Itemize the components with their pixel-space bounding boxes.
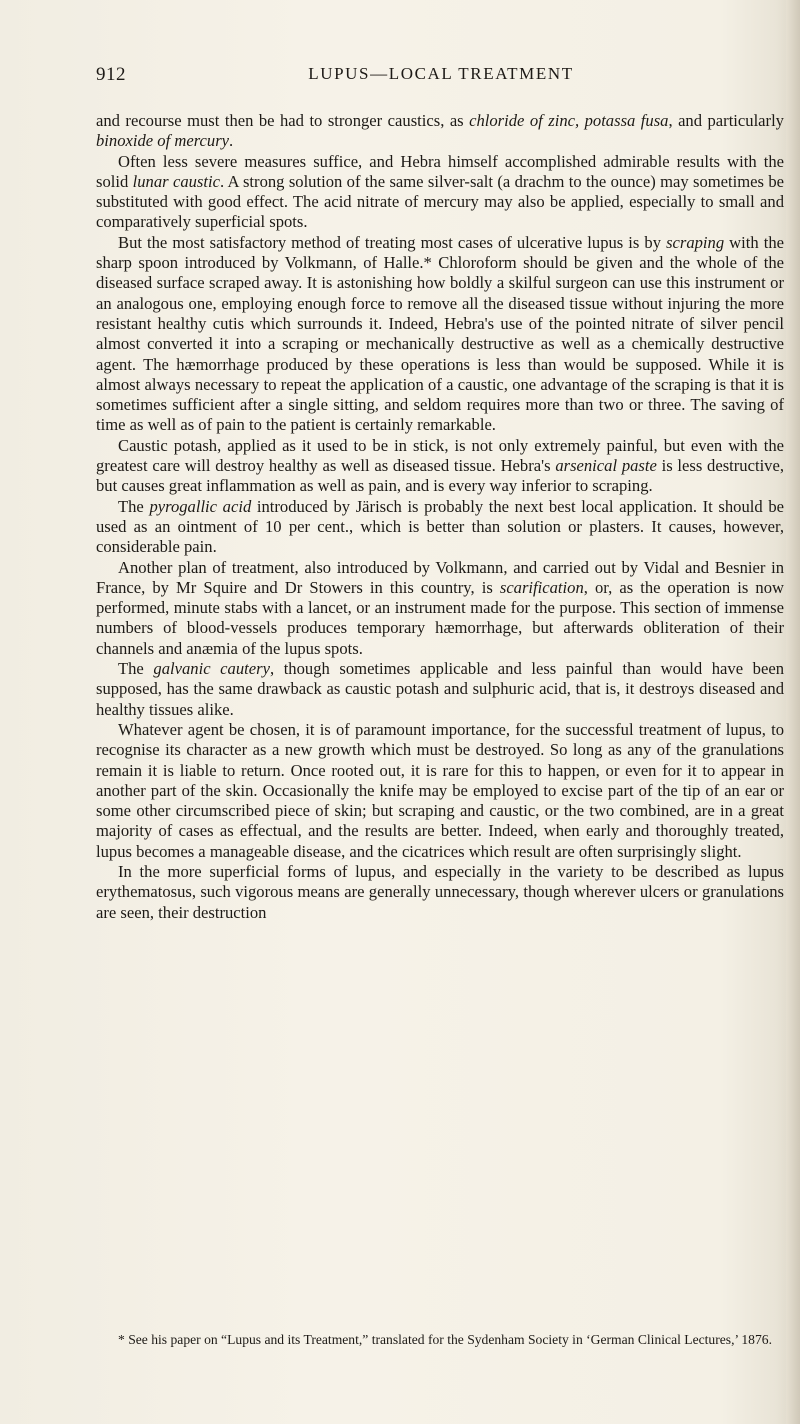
italic-term: galvanic cautery bbox=[153, 659, 270, 679]
text-run: , or, as the operation is now performed, minute stabs with a lancet, or an instrument made for the purpose. This section of immense numbers of blood-vessels produces temporary hæmorrhage, but afterwards obliteration of their channels and anæmia of the lupus spots. bbox=[96, 577, 784, 658]
page-edge bbox=[786, 0, 800, 1424]
text-run: , and particularly bbox=[668, 111, 784, 130]
paragraph bbox=[96, 152, 784, 233]
text-run: The bbox=[118, 496, 150, 516]
text-run: Another plan of treatment, also introduced by Volkmann, and carried out by Vidal and Besnier in France, by Mr Squire and Dr Stowers in this country, is bbox=[96, 557, 784, 597]
text-run: , though sometimes applicable and less painful than would have been supposed, has the same drawback as caustic potash and sulphuric acid, that is, it destroys diseased and healthy tissues alike. bbox=[96, 659, 784, 719]
text-run: Often less severe measures suffice, and Hebra himself accomplished admirable results with the solid bbox=[96, 151, 784, 191]
italic-term: scarification bbox=[499, 577, 584, 597]
text-run: The bbox=[118, 659, 154, 679]
footnote bbox=[96, 1331, 784, 1348]
italic-term: arsenical paste bbox=[555, 456, 657, 476]
paragraph bbox=[96, 720, 784, 862]
text-run: But the most satisfactory method of treating most cases of ulcerative lupus is by bbox=[118, 232, 667, 252]
text-run: . A strong solution of the same silver-salt (a drachm to the ounce) may sometimes be substituted with good effect. The acid nitrate of mercury may also be applied, especially to small and comparatively superficial spots. bbox=[96, 171, 785, 232]
footnote-text: * See his paper on “Lupus and its Treatment,” translated for the Sydenham Society in ‘German Clinical Lectures,’ 1876. bbox=[118, 1332, 772, 1347]
page-header bbox=[96, 64, 786, 94]
text-run: Caustic potash, applied as it used to be in stick, is not only extremely painful, but even with the greatest care will destroy healthy as well as diseased tissue. Hebra's bbox=[96, 435, 784, 476]
text-run: Whatever agent be chosen, it is of paramount importance, for the successful treatment of lupus, to recognise its character as a new growth which must be destroyed. So long as any of the granulations remain it is liable to return. Once rooted out, it is rare for this to happen, or even for it to appear in another part of the skin. Occasionally the knife may be employed to excise part of the tip of an ear or some other circumscribed piece of skin; but scraping and caustic, or the two combined, are in a great majority of cases as effectual, and the results are better. Indeed, when early and thoroughly treated, lupus becomes a manageable disease, and the cicatrices which result are often surprisingly slight. bbox=[96, 719, 784, 861]
paragraph bbox=[96, 659, 784, 720]
running-title: LUPUS—LOCAL TREATMENT bbox=[308, 64, 574, 83]
page-number: 912 bbox=[96, 64, 126, 85]
italic-term: scraping bbox=[666, 232, 725, 252]
text-run: with the sharp spoon introduced by Volkmann, of Halle.* Chloroform should be given and the whole of the diseased surface scraped away. It is astonishing how boldly a skilful surgeon can use this instrument or an analogous one, employing enough force to remove all the diseased tissue without injuring the more resistant healthy cutis which surrounds it. Indeed, Hebra's use of the pointed nitrate of silver pencil almost converted it into a scraping or mechanically destructive as well as a chemically destructive agent. The hæmorrhage produced by these operations is less than would be supposed. While it is almost always necessary to repeat the application of a caustic, one advantage of the scraping is that it is sometimes sufficient after a single sitting, and seldom requires more than two or three. The saving of time as well as of pain to the patient is certainly remarkable. bbox=[96, 232, 785, 435]
italic-term: binoxide of mercury bbox=[96, 131, 230, 151]
text-run: In the more superficial forms of lupus, and especially in the variety to be described as lupus erythematosus, such vigorous means are generally unnecessary, though wherever ulcers or granulations are seen, their destruction bbox=[96, 861, 784, 922]
italic-term: lunar caustic bbox=[132, 171, 220, 191]
paragraph bbox=[96, 497, 784, 558]
italic-term: pyrogallic acid bbox=[149, 496, 252, 516]
paragraph bbox=[96, 111, 784, 152]
text-run: and recourse must then be had to stronger caustics, as bbox=[96, 111, 470, 130]
text-run: . bbox=[229, 131, 234, 151]
paragraph bbox=[96, 558, 784, 659]
text-run: is less destructive, but causes great inflammation as well as pain, and is every way inferior to scraping. bbox=[96, 456, 784, 496]
paragraph bbox=[96, 436, 784, 497]
paragraph bbox=[96, 233, 784, 436]
body-text bbox=[96, 111, 784, 923]
italic-term: chloride of zinc, potassa fusa bbox=[469, 111, 669, 130]
text-run: introduced by Järisch is probably the next best local application. It should be used as an ointment of 10 per cent., which is better than solution or plasters. It causes, however, considerable pain. bbox=[96, 496, 784, 557]
paragraph bbox=[96, 862, 784, 923]
